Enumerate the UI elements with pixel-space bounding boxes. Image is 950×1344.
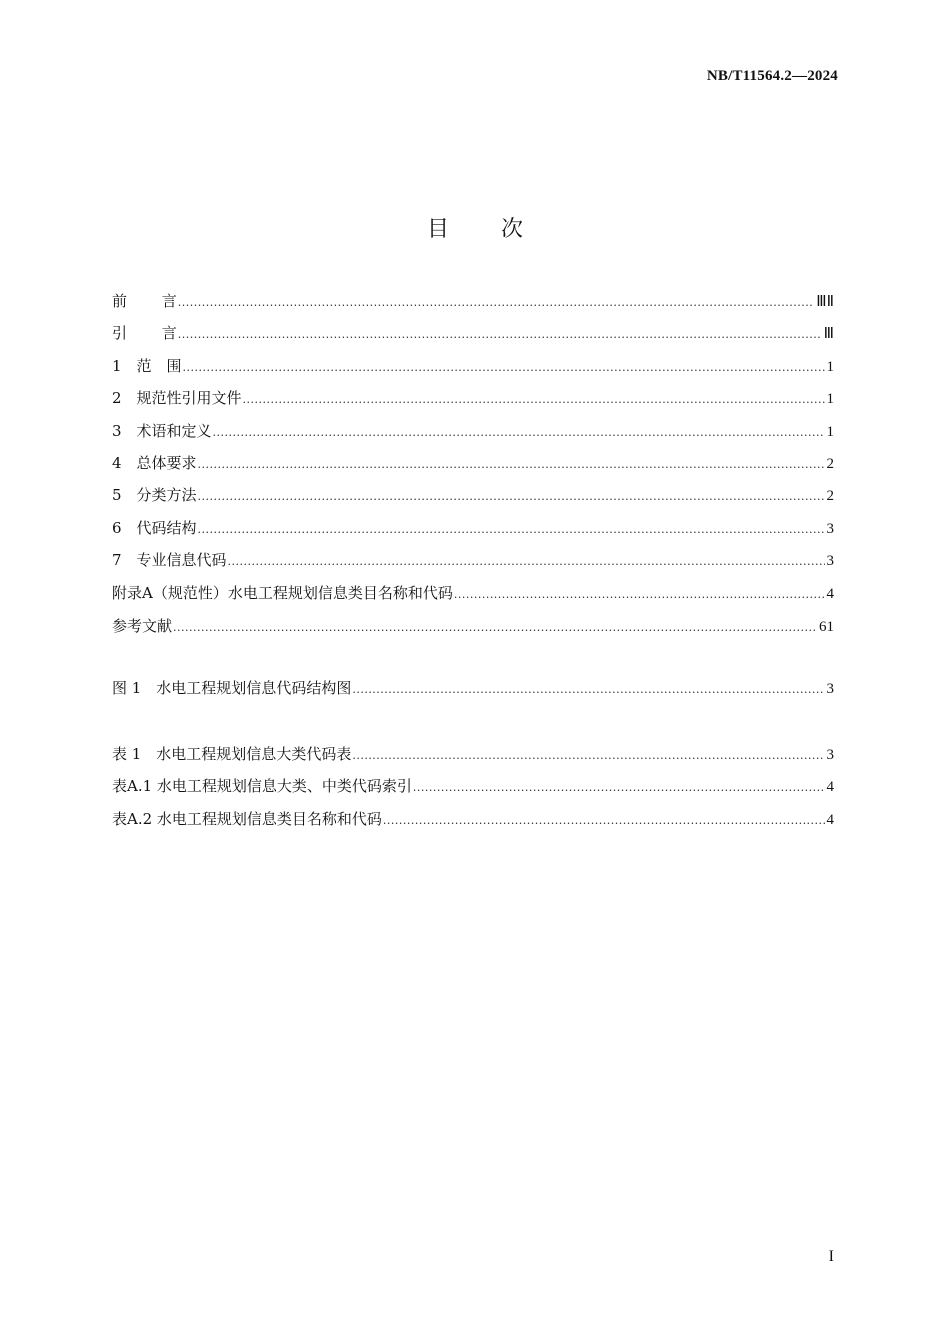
leader-dots [352,678,824,702]
leader-dots [183,356,825,380]
toc-entry-table-a1[interactable] [112,774,834,798]
toc-entry-page: 1 [826,424,834,440]
toc-entry-table-a2[interactable] [112,807,834,831]
toc-entry-label: 7 专业信息代码 [112,551,227,569]
toc-entry-label: 3 术语和定义 [112,422,212,440]
toc-entry-introduction[interactable] [112,321,834,345]
leader-dots [228,550,825,574]
toc-entry-label: 4 总体要求 [112,454,197,472]
toc-entry-label: 6 代码结构 [112,519,197,537]
leader-dots [198,453,825,477]
toc-entry-page: 2 [826,488,834,504]
leader-dots [454,583,825,607]
toc-entry-page: 4 [826,586,834,602]
toc-entry-page: 61 [819,619,834,635]
toc-entry-page: 1 [826,391,834,407]
toc-entry-page: 3 [826,553,834,569]
leader-dots [178,291,814,315]
toc-entry-normative-references[interactable] [112,386,834,410]
toc-entry-label: 5 分类方法 [112,486,197,504]
toc-entry-page: 2 [826,456,834,472]
page-number: I [828,1248,834,1265]
toc-entry-table-1[interactable] [112,742,834,766]
leader-dots [213,421,825,445]
toc-entry-foreword[interactable] [112,289,834,313]
toc-entry-label: 表A.2 水电工程规划信息类目名称和代码 [112,810,382,828]
toc-entry-page: Ⅲ [823,326,834,342]
toc-entry-page: 4 [826,779,834,795]
leader-dots [178,323,822,347]
toc-entry-professional-codes[interactable] [112,548,834,572]
toc-entry-classification-method[interactable] [112,483,834,507]
leader-dots [352,744,824,768]
toc-entry-scope[interactable] [112,354,834,378]
toc-entry-bibliography[interactable] [112,614,834,638]
toc-entry-label: 引 言 [112,324,177,342]
toc-entry-appendix-a[interactable] [112,581,834,605]
toc-entry-label: 1 范 围 [112,357,182,375]
toc-entry-page: 4 [826,812,834,828]
toc-entry-terms-definitions[interactable] [112,419,834,443]
toc-entry-code-structure[interactable] [112,516,834,540]
leader-dots [173,616,817,640]
title-char-2: 次 [501,217,524,242]
toc-entry-figure-1[interactable] [112,676,834,700]
toc-entry-page: 1 [826,359,834,375]
toc-entry-label: 附录A（规范性）水电工程规划信息类目名称和代码 [112,584,453,602]
toc-entry-page: ⅢⅡ [816,294,834,310]
toc-entry-label: 参考文献 [112,617,173,635]
toc-entry-label: 表A.1 水电工程规划信息大类、中类代码索引 [112,777,412,795]
title-char-1: 目 [426,217,449,242]
leader-dots [383,809,825,833]
leader-dots [413,776,825,800]
toc-entry-label: 图 1 水电工程规划信息代码结构图 [112,679,352,697]
toc-entry-general-requirements[interactable] [112,451,834,475]
page-title [0,212,950,243]
leader-dots [243,388,825,412]
toc-entry-label: 表 1 水电工程规划信息大类代码表 [112,745,352,763]
leader-dots [198,485,825,509]
toc-entry-page: 3 [826,521,834,537]
toc-entry-page: 3 [826,681,834,697]
toc-entry-label: 2 规范性引用文件 [112,389,242,407]
toc-entry-label: 前 言 [112,292,177,310]
toc-entry-page: 3 [826,747,834,763]
document-code: NB/T11564.2—2024 [706,68,838,84]
leader-dots [198,518,825,542]
